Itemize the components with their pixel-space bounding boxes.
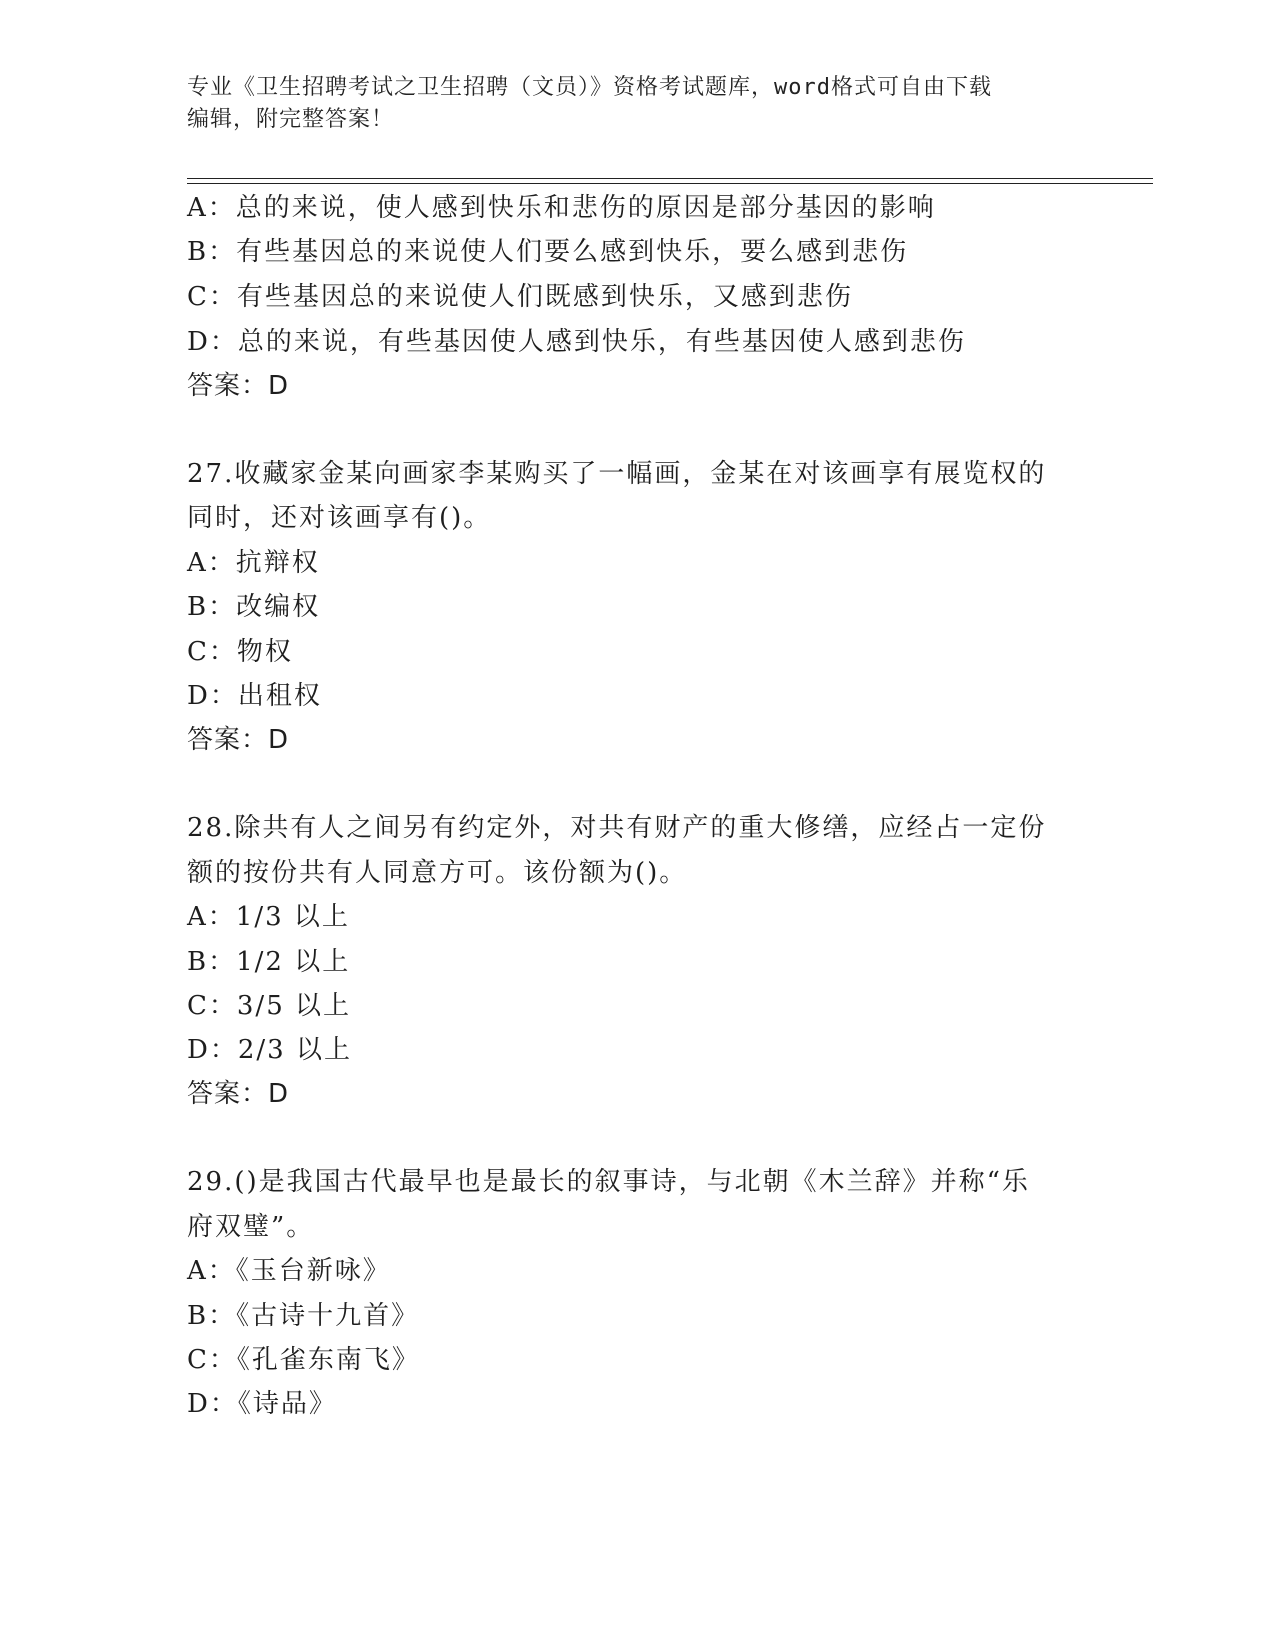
q27-option-d: D：出租权 <box>187 681 322 711</box>
prev-option-a: A：总的来说，使人感到快乐和悲伤的原因是部分基因的影响 <box>187 193 936 223</box>
q28-option-d: D：2/3 以上 <box>187 1035 352 1065</box>
prev-option-d: D：总的来说，有些基因使人感到快乐，有些基因使人感到悲伤 <box>187 327 966 357</box>
document-header <box>187 72 1067 136</box>
q28-option-b: B：1/2 以上 <box>187 947 351 977</box>
prev-option-b: B：有些基因总的来说使人们要么感到快乐，要么感到悲伤 <box>187 237 909 267</box>
header-divider-top <box>187 178 1153 179</box>
q27-option-a: A：抗辩权 <box>187 548 320 578</box>
q29-stem-line-1: 29.()是我国古代最早也是最长的叙事诗，与北朝《木兰辞》并称“乐 <box>187 1167 1030 1197</box>
q29-option-a: A：《玉台新咏》 <box>187 1256 391 1286</box>
q29-option-b: B：《古诗十九首》 <box>187 1301 420 1331</box>
q29-stem-line-2: 府双璧”。 <box>187 1212 315 1242</box>
header-line-1: 专业《卫生招聘考试之卫生招聘（文员）》资格考试题库，word格式可自由下载 <box>187 75 992 100</box>
q27-option-b: B：改编权 <box>187 592 321 622</box>
q28-option-a: A：1/3 以上 <box>187 902 350 932</box>
q28-option-c: C：3/5 以上 <box>187 991 352 1021</box>
header-divider-bottom <box>187 183 1153 184</box>
q28-stem-line-1: 28.除共有人之间另有约定外，对共有财产的重大修缮，应经占一定份 <box>187 813 1047 843</box>
q27-stem-line-2: 同时，还对该画享有()。 <box>187 503 492 533</box>
q27-stem-line-1: 27.收藏家金某向画家李某购买了一幅画，金某在对该画享有展览权的 <box>187 459 1047 489</box>
header-line-2: 编辑，附完整答案！ <box>187 107 395 132</box>
q29-option-c: C：《孔雀东南飞》 <box>187 1345 420 1375</box>
q27-option-c: C：物权 <box>187 637 293 667</box>
prev-option-c: C：有些基因总的来说使人们既感到快乐，又感到悲伤 <box>187 282 853 312</box>
q29-option-d: D：《诗品》 <box>187 1389 337 1419</box>
q28-answer: 答案：D <box>187 1079 290 1109</box>
prev-answer: 答案：D <box>187 371 290 401</box>
q28-stem-line-2: 额的按份共有人同意方可。该份额为()。 <box>187 858 688 888</box>
q27-answer: 答案：D <box>187 725 290 755</box>
